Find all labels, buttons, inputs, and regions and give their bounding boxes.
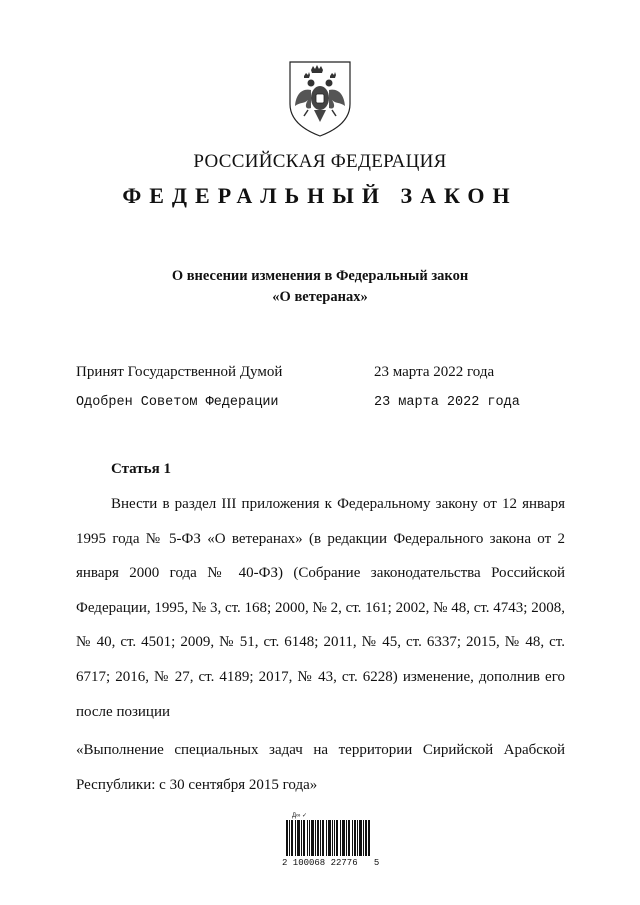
article-heading: Статья 1 — [111, 461, 171, 477]
article-paragraph-1: Внести в раздел III приложения к Федеральному закону от 12 января 1995 года № 5-ФЗ «О ветеранах» (в редакции Федерального закона от 2 января 2000 года № 40-ФЗ) (Собрание законодательства Российской Федерации, 1995, № 3, ст. 168; 2000, № 2, ст. 161; 2002, № 48, ст. 4743; 2008, № 40, ст. 4501; 2009, № 51, ст. 6148; 2011, № 45, ст. 6337; 2015, № 48, ст. 6717; 2016, № 27, ст. 4189; 2017, № 43, ст. 6228) изменение, дополнив его после позиции — [76, 496, 565, 720]
law-type-heading: ФЕДЕРАЛЬНЫЙ ЗАКОН — [122, 183, 518, 208]
barcode-bars-icon — [286, 820, 370, 856]
duma-adoption-date: 23 марта 2022 года — [374, 364, 495, 380]
barcode-number: 2 100068 22776 5 — [282, 858, 380, 868]
council-approval-date: 23 марта 2022 года — [374, 395, 520, 410]
document-barcode — [282, 812, 380, 872]
barcode-mark: Д∞ ✓ — [292, 813, 308, 819]
country-name: РОССИЙСКАЯ ФЕДЕРАЦИЯ — [193, 151, 447, 172]
law-title-line-2: «О ветеранах» — [272, 289, 368, 305]
council-approval-label: Одобрен Советом Федерации — [76, 395, 279, 410]
article-paragraph-2: «Выполнение специальных задач на территории Сирийской Арабской Республики: с 30 сентября 2015 года» — [76, 742, 565, 793]
law-title-line-1: О внесении изменения в Федеральный закон — [171, 268, 469, 284]
state-emblem-icon — [284, 58, 356, 138]
duma-adoption-label: Принят Государственной Думой — [76, 364, 283, 380]
